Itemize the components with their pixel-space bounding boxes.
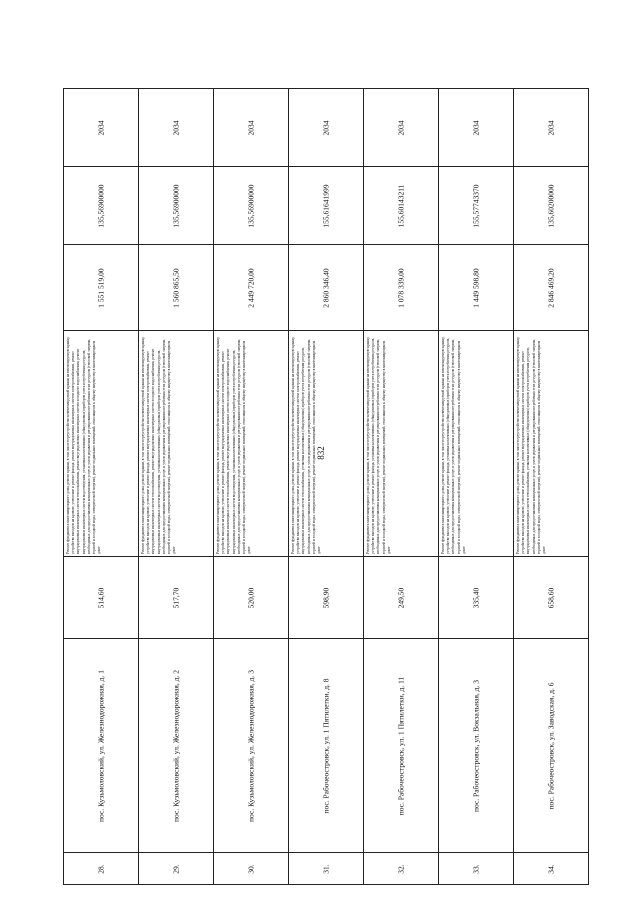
area-value: 249,50 bbox=[396, 587, 406, 608]
unit-cost-value: 155,61641999 bbox=[321, 183, 331, 228]
table-cell bbox=[289, 245, 364, 331]
area-value: 517,70 bbox=[171, 587, 181, 608]
table-cell bbox=[364, 331, 439, 557]
table-cell bbox=[214, 89, 289, 167]
table-cell bbox=[439, 89, 514, 167]
table-cell bbox=[214, 331, 289, 557]
table-cell bbox=[439, 557, 514, 639]
year-value: 2034 bbox=[96, 120, 106, 135]
total-cost-band bbox=[64, 245, 589, 331]
row-number: 28. bbox=[96, 863, 106, 874]
year-value: 2034 bbox=[546, 120, 556, 135]
total-cost-value: 2 860 346,40 bbox=[321, 267, 331, 308]
year-value: 2034 bbox=[321, 120, 331, 135]
unit-cost-value: 135,56900000 bbox=[171, 183, 181, 228]
address-value: пос. Рабочеостровск, ул. Заводская, д. 6 bbox=[546, 682, 556, 809]
table-cell bbox=[439, 245, 514, 331]
unit-cost-value: 135,56900000 bbox=[246, 183, 256, 228]
table-cell bbox=[64, 639, 139, 853]
table-cell bbox=[289, 167, 364, 245]
table-cell bbox=[214, 639, 289, 853]
page-number: 832 bbox=[316, 446, 326, 460]
table-cell bbox=[289, 639, 364, 853]
table-cell bbox=[214, 245, 289, 331]
total-cost-value: 1 078 339,00 bbox=[396, 267, 406, 308]
row-number: 29. bbox=[171, 863, 181, 874]
table-cell bbox=[64, 167, 139, 245]
total-cost-value: 1 449 598,80 bbox=[471, 267, 481, 308]
area-value: 335,40 bbox=[471, 587, 481, 608]
year-value: 2034 bbox=[246, 120, 256, 135]
table-cell bbox=[289, 331, 364, 557]
year-value: 2034 bbox=[396, 120, 406, 135]
unit-cost-band bbox=[64, 167, 589, 245]
table-cell bbox=[439, 639, 514, 853]
unit-cost-value: 155,60143211 bbox=[396, 184, 406, 227]
area-value: 514,60 bbox=[96, 587, 106, 608]
row-number: 31. bbox=[321, 863, 331, 874]
works-description: Ремонт фундамента многоквартирного дома, ремонт крыши, в том числе переустройство невентилируемой крыши на вентилируемую крышу, устройство выходов на кровлю, утепление и ремонт фасада, ремонт внутридомовых инженерных систем электроснабжения, ремонт внутридомовых инженерных систем теплоснабжения, установка коллективных (общедомовых) приборов учета потребления ресурсов, необходимых для предоставления коммунальных услуг, и узлов управления и регулирования потребления этих ресурсов (тепловой энергии, горячей и холодной воды, электрической энергии), ремонт подвальных помещений, относящихся к общему имуществу в многоквартирном доме bbox=[291, 336, 322, 554]
table-cell bbox=[64, 557, 139, 639]
row-number: 30. bbox=[246, 863, 256, 874]
address-value: пос. Кузьмоловский, ул. Железнодорожная, д. 2 bbox=[171, 669, 181, 822]
table-cell bbox=[439, 331, 514, 557]
table-cell bbox=[139, 557, 214, 639]
table-cell bbox=[364, 245, 439, 331]
unit-cost-value: 155,57743370 bbox=[471, 183, 481, 228]
table-cell bbox=[514, 557, 589, 639]
number-band bbox=[64, 853, 589, 885]
table-cell bbox=[514, 245, 589, 331]
table-cell bbox=[139, 245, 214, 331]
unit-cost-value: 135,60200000 bbox=[546, 183, 556, 228]
address-band bbox=[64, 639, 589, 853]
area-band bbox=[64, 557, 589, 639]
table-cell bbox=[139, 853, 214, 885]
total-cost-value: 1 560 865,50 bbox=[171, 267, 181, 308]
year-band bbox=[64, 89, 589, 167]
table-cell bbox=[364, 853, 439, 885]
table-cell bbox=[514, 639, 589, 853]
area-value: 520,00 bbox=[246, 587, 256, 608]
table-cell bbox=[364, 639, 439, 853]
table-cell bbox=[64, 853, 139, 885]
table-cell bbox=[514, 853, 589, 885]
address-value: пос. Кузьмоловский, ул. Железнодорожная, д. 3 bbox=[246, 669, 256, 822]
table-cell bbox=[289, 557, 364, 639]
works-description: Ремонт фундамента многоквартирного дома, ремонт крыши, в том числе переустройство невентилируемой крыши на вентилируемую крышу, устройство выходов на кровлю, утепление и ремонт фасада, ремонт внутридомовых инженерных систем электроснабжения, ремонт внутридомовых инженерных систем теплоснабжения, ремонт внутридомовых инженерных систем холодного водоснабжения, ремонт внутридомовых инженерных систем водоотведения, установка коллективных (общедомовых) приборов учета потребления ресурсов, необходимых для предоставления коммунальных услуг, и узлов управления и регулирования потребления этих ресурсов (тепловой энергии, горячей и холодной воды, электрической энергии), ремонт подвальных помещений, относящихся к общему имуществу в многоквартирном доме bbox=[141, 336, 177, 554]
table-cell bbox=[289, 853, 364, 885]
table-cell bbox=[64, 89, 139, 167]
table-cell bbox=[364, 89, 439, 167]
table-cell bbox=[214, 557, 289, 639]
table-cell bbox=[139, 167, 214, 245]
table-cell bbox=[514, 331, 589, 557]
works-description: Ремонт фундамента многоквартирного дома, ремонт крыши, в том числе переустройство невентилируемой крыши на вентилируемую крышу, устройство выходов на кровлю, утепление и ремонт фасада, ремонт внутридомовых инженерных систем электроснабжения, ремонт внутридомовых инженерных систем теплоснабжения, ремонт внутридомовых инженерных систем холодного водоснабжения, ремонт внутридомовых инженерных систем водоотведения, установка коллективных (общедомовых) приборов учета потребления ресурсов, необходимых для предоставления коммунальных услуг, и узлов управления и регулирования потребления этих ресурсов (тепловой энергии, горячей и холодной воды, электрической энергии), ремонт подвальных помещений, относящихся к общему имуществу в многоквартирном доме bbox=[216, 336, 252, 554]
table-cell bbox=[139, 639, 214, 853]
table-cell bbox=[139, 331, 214, 557]
table-cell bbox=[514, 89, 589, 167]
row-number: 34. bbox=[546, 863, 556, 874]
table-cell bbox=[64, 331, 139, 557]
table-cell bbox=[139, 89, 214, 167]
total-cost-value: 1 551 519,00 bbox=[96, 267, 106, 308]
table-cell bbox=[289, 89, 364, 167]
works-description: Ремонт фундамента многоквартирного дома, ремонт крыши, в том числе переустройство невентилируемой крыши на вентилируемую крышу, устройство выходов на кровлю, утепление и ремонт фасада, установка коллективных (общедомовых) приборов учета потребления ресурсов, необходимых для предоставления коммунальных услуг, и узлов управления и регулирования потребления этих ресурсов (тепловой энергии, горячей и холодной воды, электрической энергии), ремонт подвальных помещений, относящихся к общему имуществу в многоквартирном доме bbox=[441, 336, 466, 554]
area-value: 658,60 bbox=[546, 587, 556, 608]
table-cell bbox=[364, 557, 439, 639]
address-value: пос. Кузьмоловский, ул. Железнодорожная, д. 1 bbox=[96, 669, 106, 822]
address-value: пос. Рабочеостровск, ул. 1 Пятилетки, д. 11 bbox=[396, 676, 406, 815]
table-cell bbox=[439, 167, 514, 245]
table-cell bbox=[364, 167, 439, 245]
total-cost-value: 2 846 469,20 bbox=[546, 267, 556, 308]
works-description: Ремонт фундамента многоквартирного дома, ремонт крыши, в том числе переустройство невентилируемой крыши на вентилируемую крышу, устройство выходов на кровлю, утепление и ремонт фасада, ремонт внутридомовых инженерных систем электроснабжения, ремонт внутридомовых инженерных систем теплоснабжения, ремонт внутридомовых инженерных систем холодного водоснабжения, ремонт внутридомовых инженерных систем водоотведения, установка коллективных (общедомовых) приборов учета потребления ресурсов, необходимых для предоставления коммунальных услуг, и узлов управления и регулирования потребления этих ресурсов (тепловой энергии, горячей и холодной воды, электрической энергии), ремонт подвальных помещений, относящихся к общему имуществу в многоквартирном доме bbox=[66, 336, 102, 554]
address-value: пос. Рабочеостровск, ул. 1 Пятилетки, д. 8 bbox=[321, 677, 331, 814]
address-value: пос. Рабочеостровск, ул. Вокзальная, д. 3 bbox=[471, 679, 481, 812]
works-description: Ремонт фундамента многоквартирного дома, ремонт крыши, в том числе переустройство невентилируемой крыши на вентилируемую крышу, устройство выходов на кровлю, утепление и ремонт фасада, установка коллективных (общедомовых) приборов учета потребления ресурсов, необходимых для предоставления коммунальных услуг, и узлов управления и регулирования потребления этих ресурсов (тепловой энергии, горячей и холодной воды, электрической энергии), ремонт подвальных помещений, относящихся к общему имуществу в многоквартирном доме bbox=[366, 336, 391, 554]
unit-cost-value: 135,56900000 bbox=[96, 183, 106, 228]
works-description: Ремонт фундамента многоквартирного дома, ремонт крыши, в том числе переустройство невентилируемой крыши на вентилируемую крышу, устройство выходов на кровлю, утепление и ремонт фасада, ремонт внутридомовых инженерных систем электроснабжения, ремонт внутридомовых инженерных систем теплоснабжения, установка коллективных (общедомовых) приборов учета потребления ресурсов, необходимых для предоставления коммунальных услуг, и узлов управления и регулирования потребления этих ресурсов (тепловой энергии, горячей и холодной воды, электрической энергии), ремонт подвальных помещений, относящихся к общему имуществу в многоквартирном доме bbox=[516, 336, 547, 554]
area-value: 598,90 bbox=[321, 587, 331, 608]
table-cell bbox=[214, 853, 289, 885]
table-cell bbox=[514, 167, 589, 245]
row-number: 32. bbox=[396, 863, 406, 874]
works-band bbox=[64, 331, 589, 557]
table-cell bbox=[439, 853, 514, 885]
works-table bbox=[63, 88, 589, 885]
table-cell bbox=[214, 167, 289, 245]
year-value: 2034 bbox=[171, 120, 181, 135]
year-value: 2034 bbox=[471, 120, 481, 135]
row-number: 33. bbox=[471, 863, 481, 874]
total-cost-value: 2 449 720,00 bbox=[246, 267, 256, 308]
table-cell bbox=[64, 245, 139, 331]
